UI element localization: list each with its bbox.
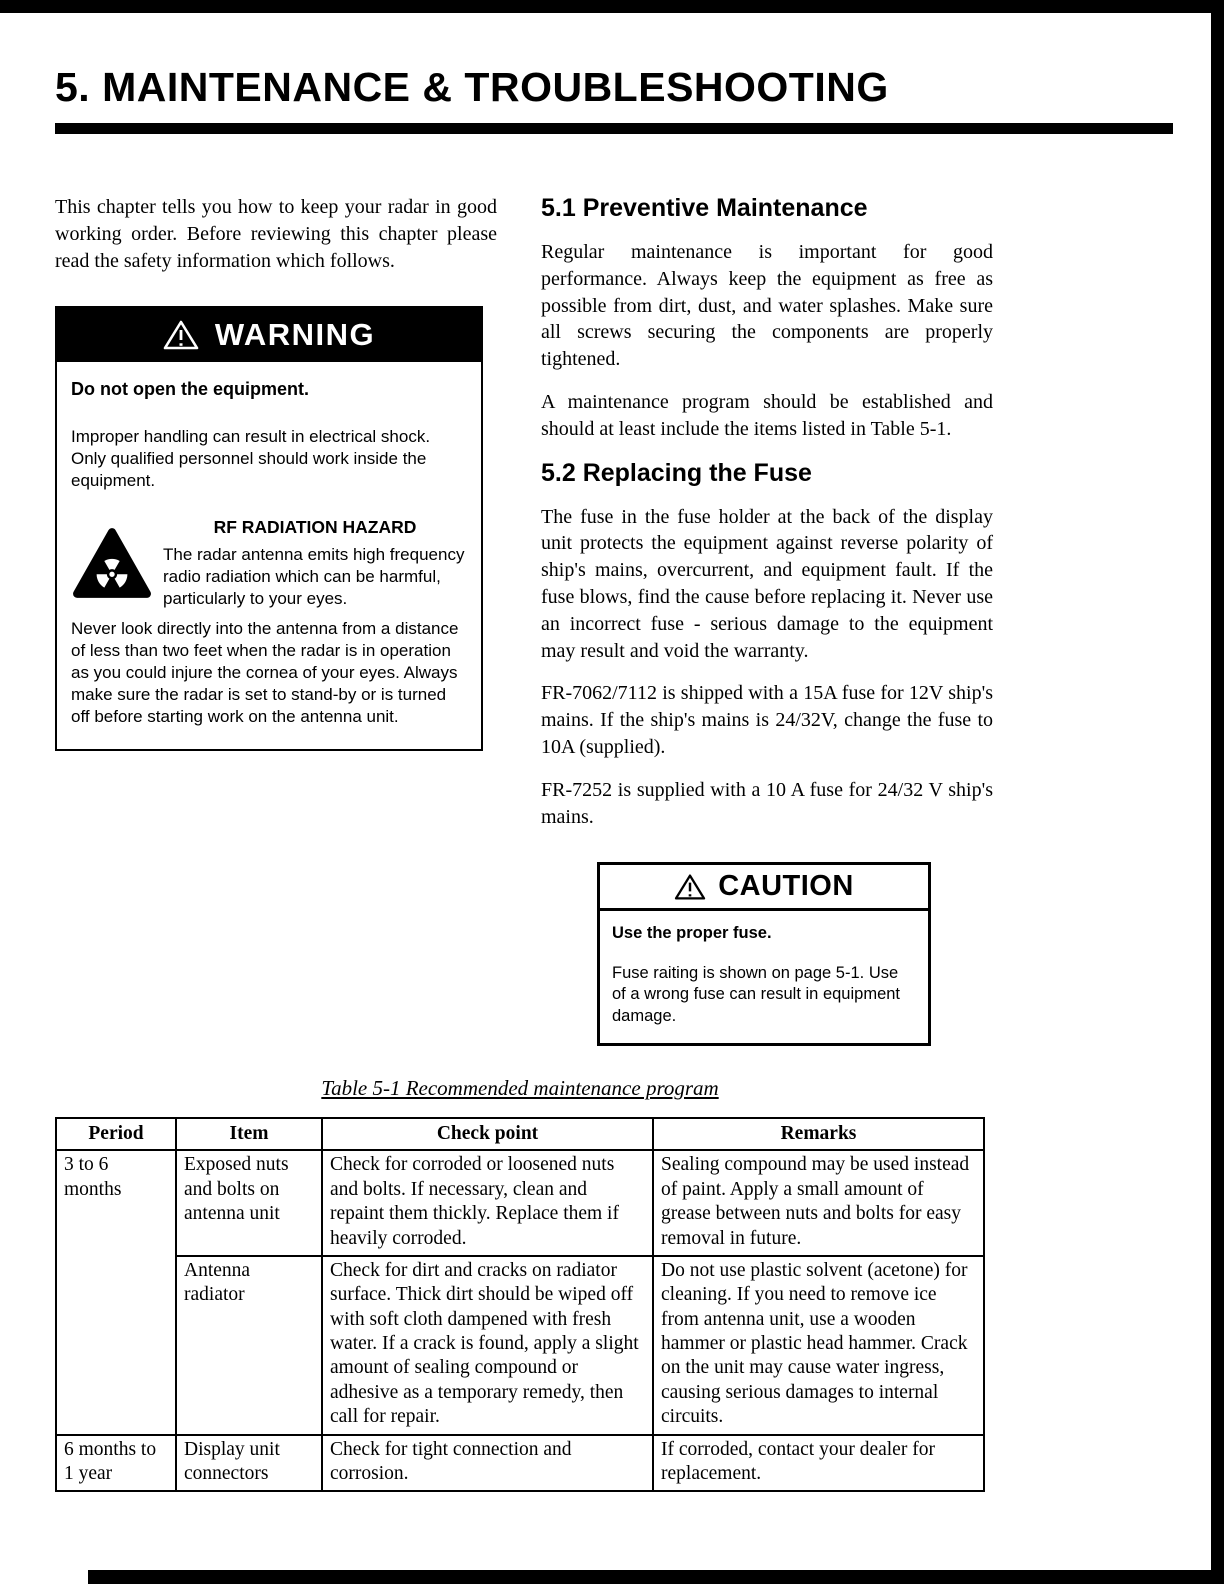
cell-item: Antenna radiator	[176, 1256, 322, 1435]
left-column	[55, 194, 497, 1046]
cell-check-point: Check for corroded or loosened nuts and bolts. If necessary, clean and repaint them thickly. Replace them if heavily corroded.	[322, 1150, 653, 1256]
warning-title: WARNING	[214, 317, 376, 353]
caution-triangle-icon	[674, 873, 706, 901]
cell-remarks: If corroded, contact your dealer for replacement.	[653, 1435, 984, 1492]
rf-paragraph-1: The radar antenna emits high frequency radio radiation which can be harmful, particularly to your eyes.	[163, 544, 465, 608]
cell-remarks: Sealing compound may be used instead of paint. Apply a small amount of grease between nuts and bolts for easy removal in future.	[653, 1150, 984, 1256]
cell-period: 3 to 6 months	[56, 1150, 176, 1434]
caution-title: CAUTION	[718, 870, 854, 903]
cell-item: Display unit connectors	[176, 1435, 322, 1492]
section-5-2-paragraph-3: FR-7252 is supplied with a 10 A fuse for 24/32 V ship's mains.	[541, 778, 993, 828]
cell-check-point: Check for dirt and cracks on radiator surface. Thick dirt should be wiped off with soft cloth dampened with fresh water. If a crack is found, apply a slight amount of sealing compound or adhesive as a temporary remedy, then call for repair.	[322, 1256, 653, 1435]
table-row	[56, 1435, 984, 1492]
two-column-layout	[55, 194, 1184, 1046]
table-header-row	[56, 1118, 984, 1150]
section-5-1-paragraph-2: A maintenance program should be established and should at least include the items listed in Table 5-1.	[541, 390, 993, 440]
warning-box	[55, 306, 483, 750]
caution-box	[597, 862, 931, 1046]
table-caption: Table 5-1 Recommended maintenance program	[321, 1076, 719, 1101]
table-row	[56, 1256, 984, 1435]
scan-artifact-bottom-bar	[88, 1570, 1224, 1584]
title-rule	[55, 123, 1173, 134]
cell-remarks: Do not use plastic solvent (acetone) for cleaning. If you need to remove ice from antenna unit, use a wooden hammer or plastic head hammer. Crack on the unit may cause water ingress, causing serious damages to internal circuits.	[653, 1256, 984, 1435]
table-row	[56, 1150, 984, 1256]
rf-radiation-section	[71, 516, 467, 729]
caution-paragraph: Fuse raiting is shown on page 5-1. Use of a wrong fuse can result in equipment damage.	[612, 963, 901, 1025]
caution-header	[600, 865, 928, 911]
caution-lead: Use the proper fuse.	[612, 924, 772, 943]
rf-paragraph-2: Never look directly into the antenna from a distance of less than two feet when the radar is in operation as you could injure the cornea of your eyes. Always make sure the radar is set to stand-by or is turned off before starting work on the antenna unit.	[71, 619, 459, 727]
cell-period: 6 months to 1 year	[56, 1435, 176, 1492]
column-header-item: Item	[176, 1118, 322, 1150]
section-5-2-heading: 5.2 Replacing the Fuse	[541, 458, 812, 487]
cell-check-point: Check for tight connection and corrosion.	[322, 1435, 653, 1492]
rf-hazard-title: RF RADIATION HAZARD	[213, 517, 417, 538]
caution-body	[600, 911, 928, 1043]
section-5-1-heading: 5.1 Preventive Maintenance	[541, 194, 868, 222]
intro-paragraph: This chapter tells you how to keep your radar in good working order. Before reviewing this chapter please read the safety information which follows.	[55, 196, 497, 272]
rf-radiation-icon	[71, 526, 153, 606]
scan-artifact-right-bar	[1211, 0, 1224, 1584]
column-header-period: Period	[56, 1118, 176, 1150]
warning-lead: Do not open the equipment.	[71, 379, 309, 400]
warning-body	[57, 362, 481, 748]
page-title: 5. MAINTENANCE & TROUBLESHOOTING	[55, 64, 889, 110]
column-header-remarks: Remarks	[653, 1118, 984, 1150]
cell-item: Exposed nuts and bolts on antenna unit	[176, 1150, 322, 1256]
section-5-2-paragraph-2: FR-7062/7112 is shipped with a 15A fuse for 12V ship's mains. If the ship's mains is 24/32V, change the fuse to 10A (supplied).	[541, 682, 993, 758]
warning-header	[57, 308, 481, 362]
maintenance-table	[55, 1117, 985, 1492]
right-column	[541, 194, 993, 1046]
section-5-2-paragraph-1: The fuse in the fuse holder at the back of the display unit protects the equipment against reverse polarity of ship's mains, overcurrent, and equipment fault. If the fuse blows, find the cause before replacing it. Never use an incorrect fuse - serious damage to the equipment may result and void the warranty.	[541, 505, 993, 662]
section-5-1-paragraph-1: Regular maintenance is important for good performance. Always keep the equipment as free as possible from dirt, dust, and water splashes. Make sure all screws securing the components are properly tightened.	[541, 241, 993, 371]
column-header-check-point: Check point	[322, 1118, 653, 1150]
scan-artifact-top-bar	[0, 0, 1224, 13]
warning-triangle-icon	[163, 319, 199, 351]
warning-paragraph: Improper handling can result in electrical shock. Only qualified personnel should work inside the equipment.	[71, 426, 431, 490]
